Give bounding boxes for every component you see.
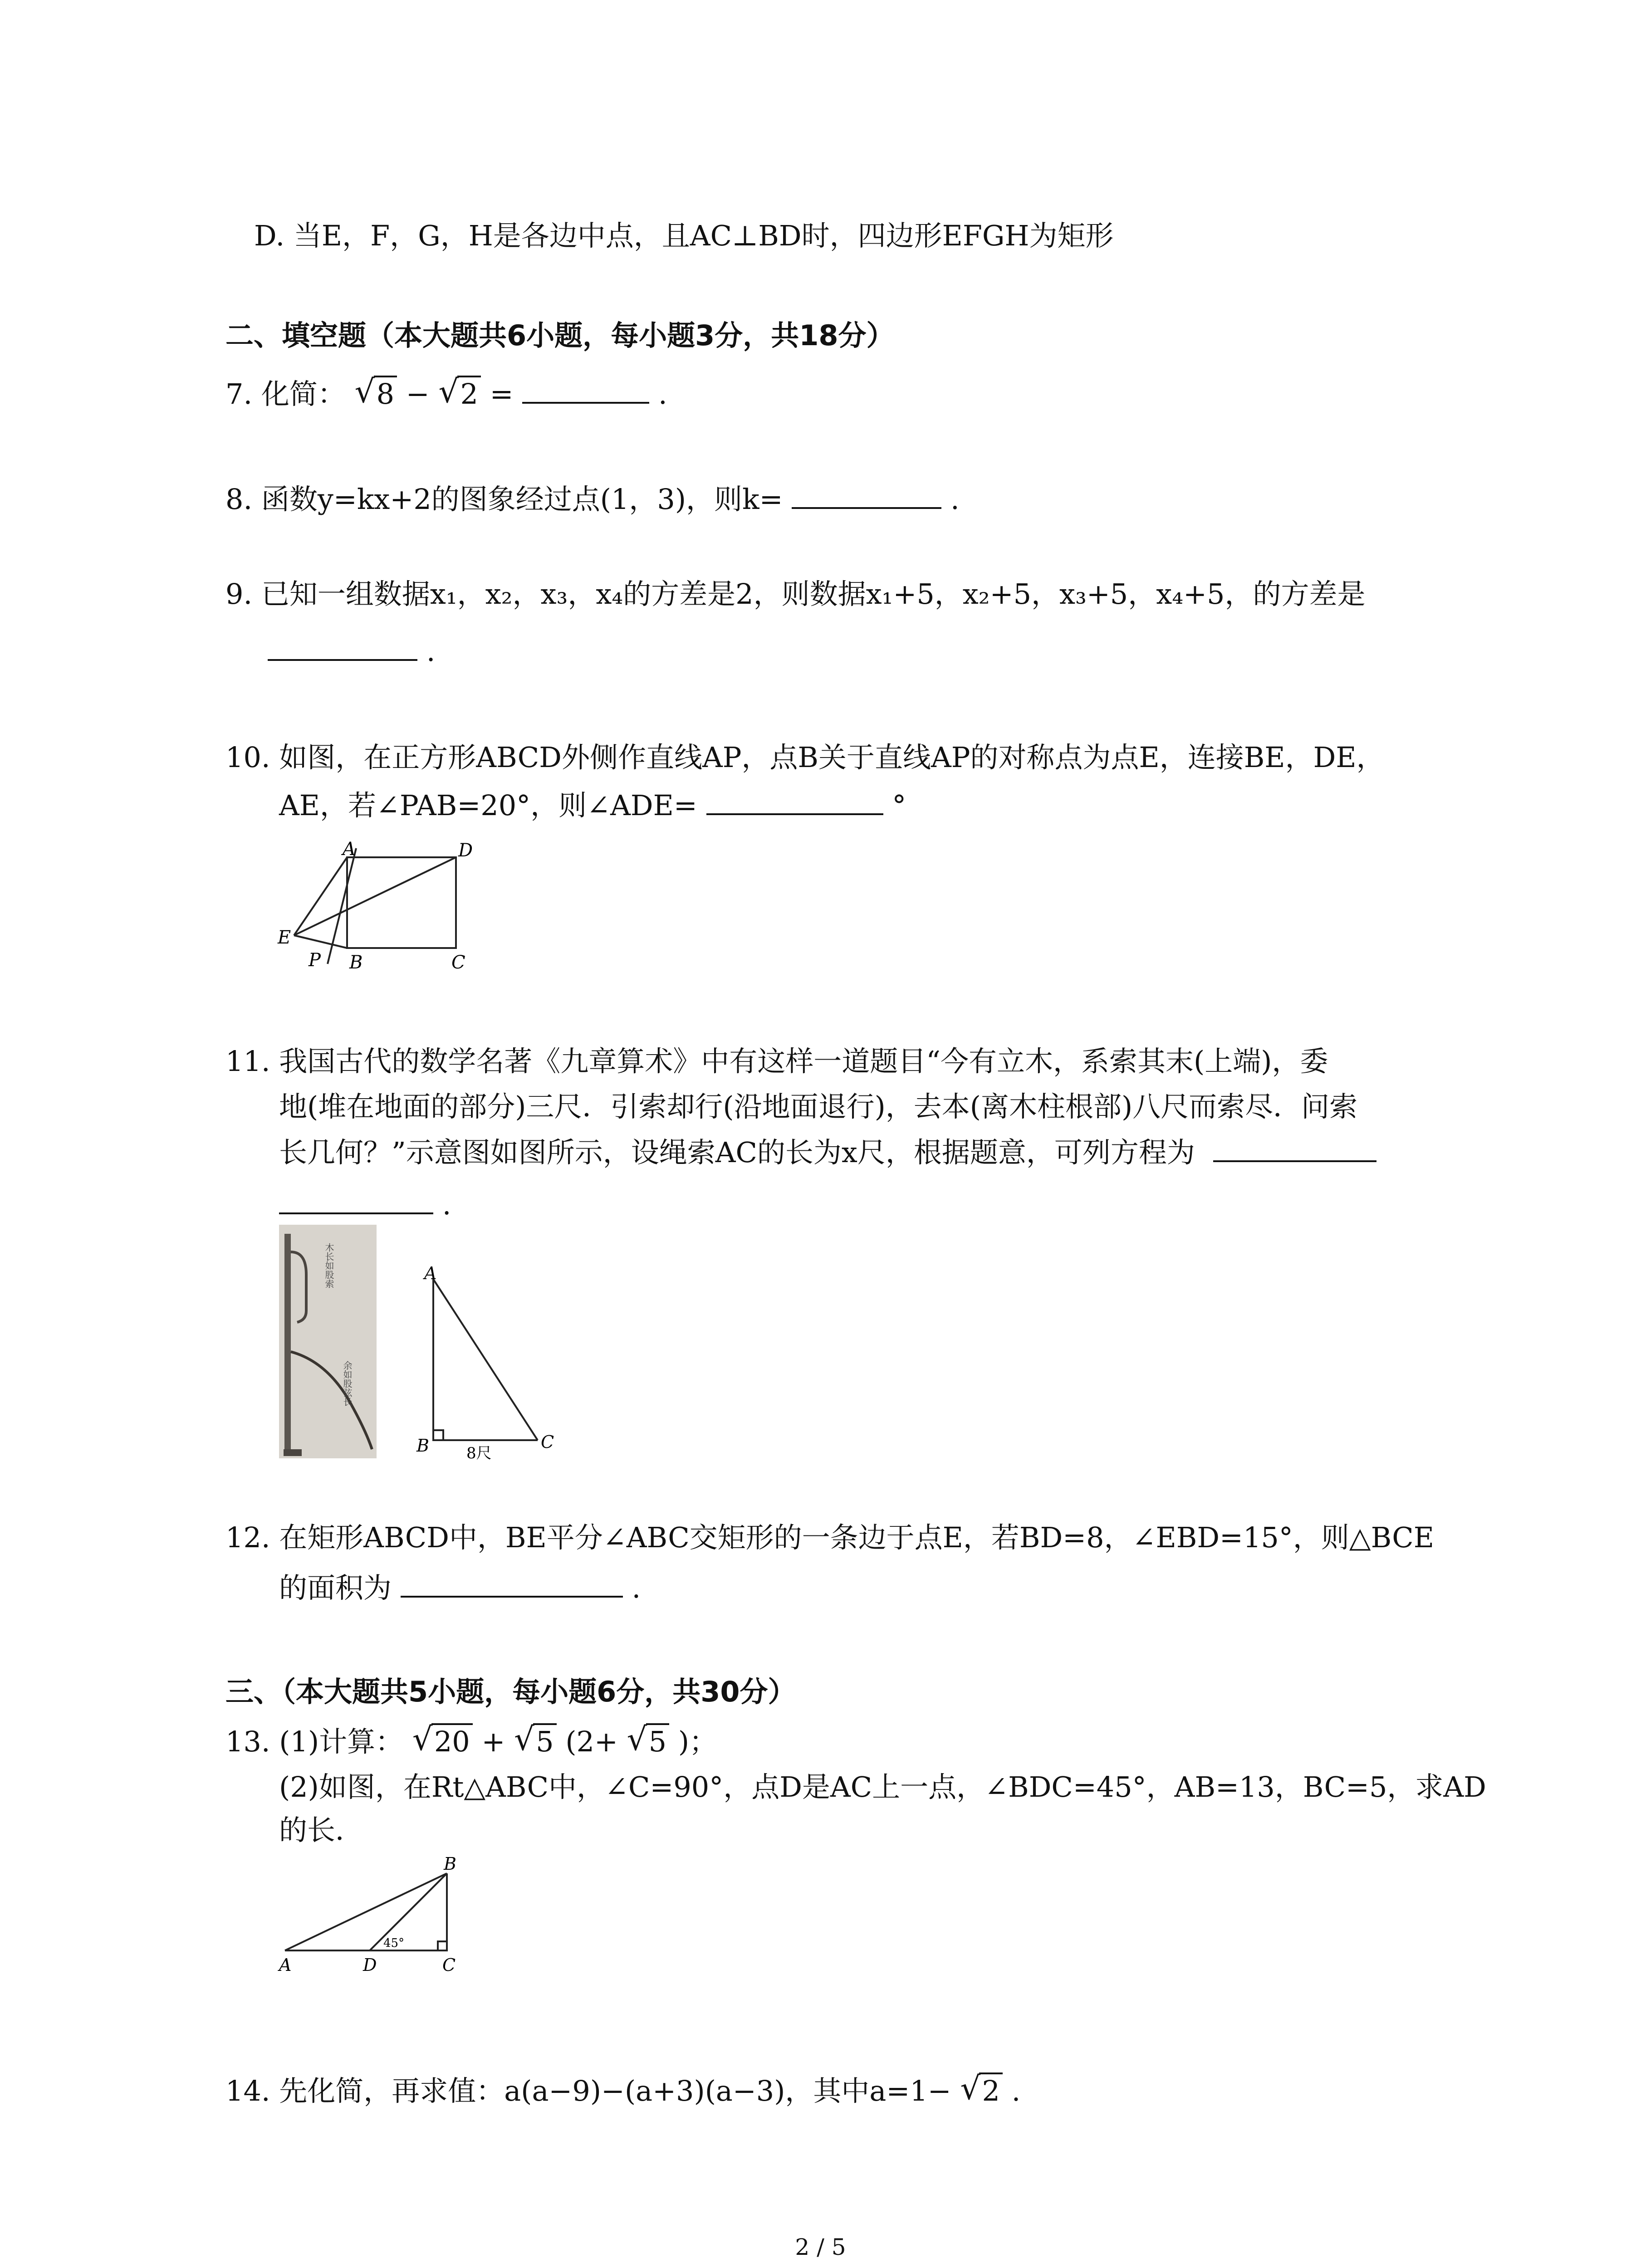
segment-bd [370,1873,447,1950]
answer-blank-12 [401,1569,623,1598]
question-12-line1: 12. 在矩形ABCD中，BE平分∠ABC交矩形的一条边于点E，若BD=8，∠EBD=15°，则△BCE [225,1521,1434,1554]
q7-equals: = [490,377,514,411]
answer-blank-11b [279,1186,433,1214]
question-13-line3: 的长． [279,1813,364,1847]
label-d: D [363,1955,377,1975]
question-12-line2 [279,1569,641,1606]
label-c: C [541,1432,554,1452]
q13-lead: 13. (1)计算： [225,1725,404,1758]
question-10-line1: 10. 如图，在正方形ABCD外侧作直线AP，点B关于直线AP的对称点为点E，连接BE，DE， [225,741,1385,774]
q10-text: AE，若∠PAB=20°，则∠ADE= [279,789,697,822]
question-11-line3 [279,1134,1376,1171]
label-a: A [424,1263,437,1283]
q12-text: 的面积为 [279,1571,392,1604]
question-9-line1: 9. 已知一组数据x₁，x₂，x₃，x₄的方差是2，则数据x₁+5，x₂+5，x₃+5，x₄+5，的方差是 [225,577,1366,611]
q10-degree: ° [892,789,906,822]
question-13-line2: (2)如图，在Rt△ABC中，∠C=90°，点D是AC上一点，∠BDC=45°，AB=13，BC=5，求AD [279,1770,1486,1804]
q7-number: 7. [225,377,253,411]
label-b: B [416,1436,429,1456]
question-11-line2: 地(堆在地面的部分)三尺．引索却行(沿地面退行)，去本(离木柱根部)八尺而索尽．问索 [279,1090,1358,1123]
right-angle-mark [433,1430,443,1440]
question-11-line4 [279,1186,451,1223]
right-angle-mark [438,1941,447,1950]
label-c: C [451,952,465,973]
answer-blank-11a [1213,1134,1376,1162]
q13-plus: + [481,1725,505,1758]
segment-eb [294,935,347,948]
sqrt-2: √ 2 [438,376,480,412]
label-d: D [458,840,473,861]
ancient-text-photo [279,1225,377,1458]
square-abcd [347,857,456,948]
q14-text: 14. 先化简，再求值：a(a−9)−(a+3)(a−3)，其中a=1− [225,2074,951,2107]
photo-text-1: 木长如股索 [323,1243,334,1288]
question-11-line1: 11. 我国古代的数学名著《九章算术》中有这样一道题目“今有立木，系索其末(上端)，委 [225,1045,1328,1078]
q9-end: . [426,635,436,668]
label-p: P [309,950,321,971]
label-b: B [444,1854,456,1874]
page-number: 2 / 5 [795,2234,846,2260]
q7-minus: − [406,377,430,411]
question-14 [225,2070,1021,2109]
q11-end: . [442,1188,451,1221]
photo-text-2: 余如股弦长 [342,1361,353,1406]
segment-ae [294,857,347,935]
segment-ab [285,1873,447,1950]
question-13-line1 [225,1721,718,1760]
q14-end: . [1011,2074,1021,2107]
label-e: E [278,927,291,948]
question-9-line2 [268,633,435,670]
q13-paren: (2+ [565,1725,618,1758]
q8-text: 8. 函数y=kx+2的图象经过点(1，3)，则k= [225,483,783,516]
option-d: D. 当E，F，G，H是各边中点，且AC⊥BD时，四边形EFGH为矩形 [254,219,1114,252]
sqrt-2: √ 2 [960,2073,1002,2109]
q12-end: . [632,1571,641,1604]
q7-lead: 化简： [261,377,346,411]
label-b: B [349,952,363,973]
question-8 [225,481,960,518]
label-base: 8尺 [466,1444,492,1462]
q13-close: )； [678,1725,718,1758]
photo-drawing [279,1225,377,1458]
segment-ed [294,857,456,935]
q11-text: 长几何？”示意图如图所示，设绳索AC的长为x尺，根据题意，可列方程为 [279,1136,1195,1169]
section-2-title: 二、填空题（本大题共6小题，每小题3分，共18分） [225,319,895,352]
q8-end: . [950,483,960,516]
answer-blank-10 [706,787,883,815]
segment-ac [433,1279,538,1440]
answer-blank-8 [792,481,941,509]
label-a: A [343,839,356,860]
sqrt-20: √ 20 [412,1724,473,1760]
sqrt-5b: √ 5 [627,1724,669,1760]
q7-end: . [658,377,667,411]
sqrt-5: √ 5 [514,1724,556,1760]
sqrt-8: √ 8 [355,376,397,412]
question-10-line2 [279,787,906,824]
answer-blank-9 [268,633,417,661]
label-c: C [442,1955,456,1975]
line-ap [328,848,356,964]
label-a: A [279,1955,292,1975]
section-3-title: 三、（本大题共5小题，每小题6分，共30分） [225,1675,796,1708]
answer-blank-7 [522,376,649,404]
angle-label: 45° [383,1936,405,1950]
question-7 [225,373,667,412]
